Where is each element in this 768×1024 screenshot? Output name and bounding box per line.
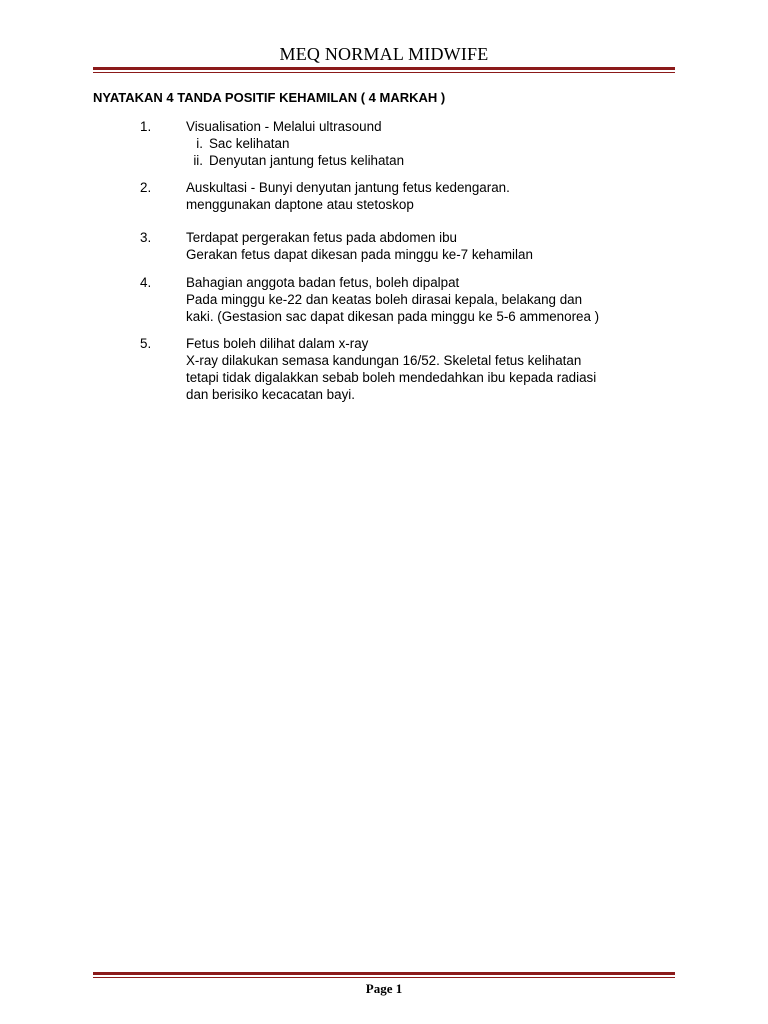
list-item-number: 5. (140, 336, 152, 351)
list-item-number: 3. (140, 230, 152, 245)
sub-item-text: Denyutan jantung fetus kelihatan (209, 153, 405, 168)
list-item-line: Gerakan fetus dapat dikesan pada minggu ke-7 kehamilan (186, 247, 533, 262)
sub-item-numeral: i. (196, 136, 203, 151)
list-item-body (186, 118, 686, 169)
list-item-line: dan berisiko kecacatan bayi. (186, 387, 355, 402)
list-item-number: 1. (140, 119, 152, 134)
list-item-line: Fetus boleh dilihat dalam x-ray (186, 336, 369, 351)
list-item-line: Bahagian anggota badan fetus, boleh dipalpat (186, 275, 460, 290)
list-item-line: Auskultasi - Bunyi denyutan jantung fetus kedengaran. (186, 180, 510, 195)
list-item-line: kaki. (Gestasion sac dapat dikesan pada minggu ke 5-6 ammenorea ) (186, 309, 600, 324)
list-item-line: Terdapat pergerakan fetus pada abdomen ibu (186, 230, 457, 245)
list-item-body (186, 229, 686, 263)
sub-item-numeral: ii. (193, 153, 203, 168)
sub-item (186, 135, 686, 152)
footer-rule (93, 972, 675, 978)
list-item-line: menggunakan daptone atau stetoskop (186, 197, 414, 212)
question-heading: NYATAKAN 4 TANDA POSITIF KEHAMILAN ( 4 MARKAH ) (93, 90, 446, 105)
list-item-body (186, 274, 686, 325)
list-item-body (186, 335, 686, 403)
page-number: Page 1 (365, 981, 403, 996)
sub-item-text: Sac kelihatan (209, 136, 290, 151)
list-item-body (186, 179, 686, 213)
list-item-number: 4. (140, 275, 152, 290)
list-item-line: X-ray dilakukan semasa kandungan 16/52. Skeletal fetus kelihatan (186, 353, 582, 368)
list-item-line: Pada minggu ke-22 dan keatas boleh dirasai kepala, belakang dan (186, 292, 583, 307)
list-item-line: Visualisation - Melalui ultrasound (186, 119, 382, 134)
header-rule (93, 67, 675, 73)
sub-item (186, 152, 686, 169)
list-item-number: 2. (140, 180, 152, 195)
list-item-line: tetapi tidak digalakkan sebab boleh mendedahkan ibu kepada radiasi (186, 370, 597, 385)
page-header-title: MEQ NORMAL MIDWIFE (279, 44, 489, 64)
